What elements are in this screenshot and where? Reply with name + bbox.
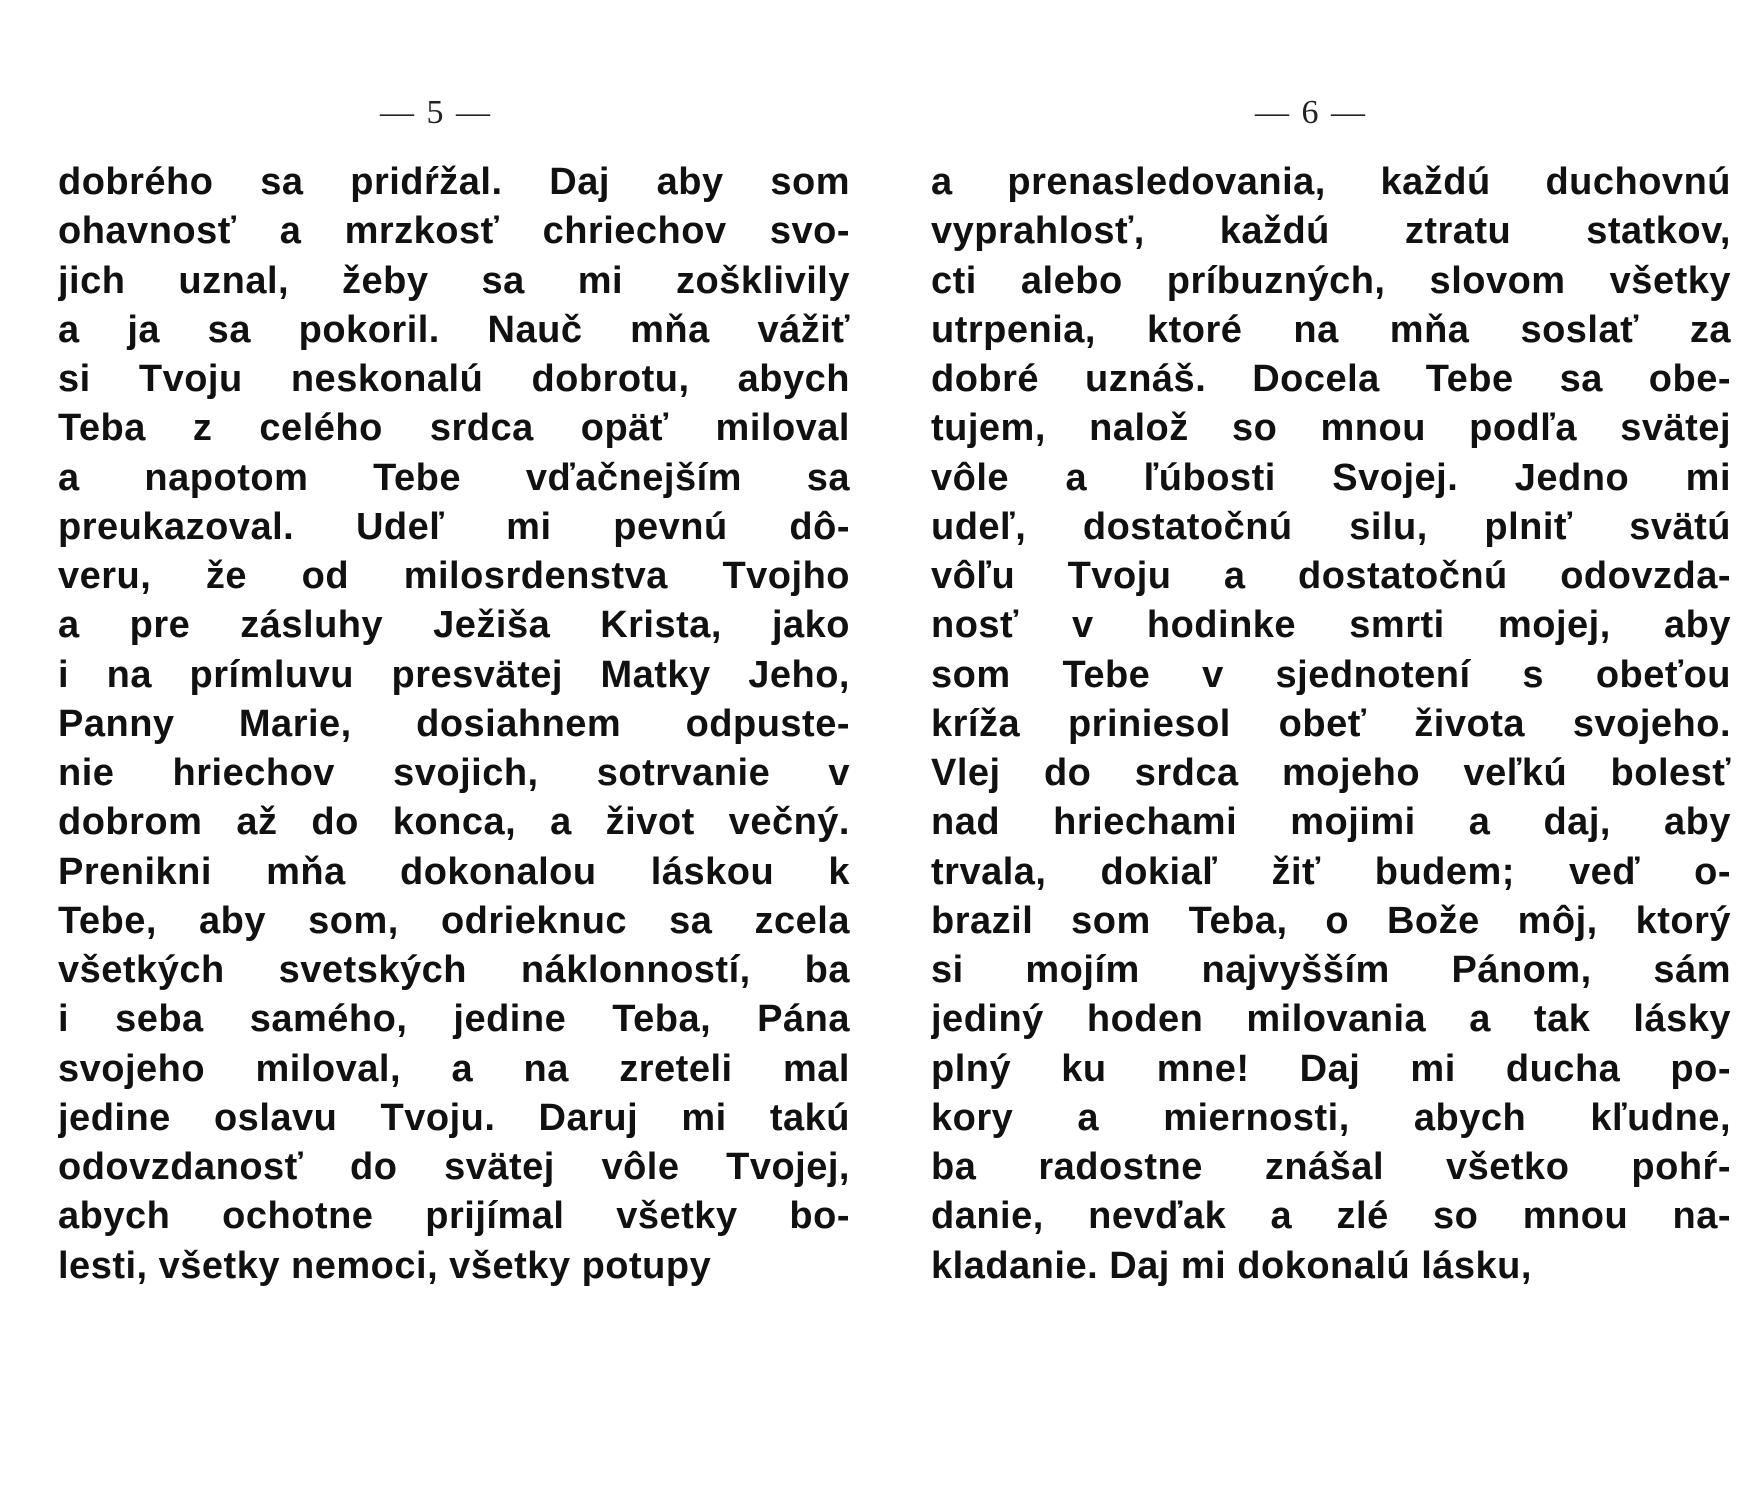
text-line: nosť v hodinke smrti mojej, aby <box>931 604 1731 647</box>
text-line: jediný hoden milovania a tak lásky <box>931 998 1731 1041</box>
text-line: dobrého sa pridŕžal. Daj aby som <box>58 161 850 203</box>
text-line: vyprahlosť, každú ztratu statkov, <box>931 210 1731 253</box>
text-line: nad hriechami mojimi a daj, aby <box>931 801 1731 844</box>
page-text <box>58 158 850 1291</box>
text-line: všetkých svetských náklonností, ba <box>58 949 850 991</box>
text-line: ba radostne znášal všetko pohŕ- <box>931 1146 1731 1188</box>
text-line: jedine oslavu Tvoju. Daruj mi takú <box>58 1096 850 1139</box>
text-line: i seba samého, jedine Teba, Pána <box>58 998 850 1041</box>
text-line: utrpenia, ktoré na mňa soslať za <box>931 308 1731 351</box>
page-text <box>931 158 1731 1291</box>
text-line: preukazoval. Udeľ mi pevnú dô- <box>58 505 850 548</box>
text-line: trvala, dokiaľ žiť budem; veď o- <box>931 850 1731 893</box>
text-line: jich uznal, žeby sa mi zošklivily <box>58 259 850 302</box>
text-line: kríža priniesol obeť života svojeho. <box>931 702 1731 745</box>
text-line: ohavnosť a mrzkosť chriechov svo- <box>58 210 850 253</box>
text-line: cti alebo príbuzných, slovom všetky <box>931 259 1731 302</box>
text-line: udeľ, dostatočnú silu, plniť svätú <box>931 505 1731 548</box>
text-line: si mojím najvyšším Pánom, sám <box>931 949 1731 991</box>
text-line: brazil som Teba, o Bože môj, ktorý <box>931 899 1731 942</box>
text-line: lesti, všetky nemoci, všetky potupy <box>58 1244 712 1287</box>
text-line: kladanie. Daj mi dokonalú lásku, <box>931 1244 1532 1287</box>
text-line: dobré uznáš. Docela Tebe sa obe- <box>931 358 1731 400</box>
page-number: — 6 — <box>1255 94 1367 131</box>
text-line: svojeho miloval, a na zreteli mal <box>58 1047 850 1090</box>
text-line: si Tvoju neskonalú dobrotu, abych <box>58 358 850 400</box>
text-line: i na prímluvu presvätej Matky Jeho, <box>58 653 850 696</box>
text-line: vôle a ľúbosti Svojej. Jedno mi <box>931 456 1731 499</box>
text-line: odovzdanosť do svätej vôle Tvojej, <box>58 1146 850 1188</box>
text-line: Panny Marie, dosiahnem odpuste- <box>58 702 850 745</box>
text-line: Vlej do srdca mojeho veľkú bolesť <box>931 752 1731 794</box>
page-number: — 5 — <box>380 94 492 131</box>
text-line: a pre zásluhy Ježiša Krista, jako <box>58 604 850 647</box>
text-line: kory a miernosti, abych kľudne, <box>931 1096 1731 1139</box>
text-line: a prenasledovania, každú duchovnú <box>931 161 1731 203</box>
text-line: dobrom až do konca, a život večný. <box>58 801 850 844</box>
text-line: nie hriechov svojich, sotrvanie v <box>58 752 850 794</box>
text-line: Prenikni mňa dokonalou láskou k <box>58 850 850 893</box>
text-line: Teba z celého srdca opäť miloval <box>58 407 850 450</box>
text-line: vôľu Tvoju a dostatočnú odovzda- <box>931 555 1731 597</box>
text-line: som Tebe v sjednotení s obeťou <box>931 653 1731 696</box>
text-line: a napotom Tebe vďačnejším sa <box>58 456 850 499</box>
text-line: plný ku mne! Daj mi ducha po- <box>931 1047 1731 1090</box>
text-line: veru, že od milosrdenstva Tvojho <box>58 555 850 597</box>
right-page <box>879 0 1758 1500</box>
text-line: abych ochotne prijímal všetky bo- <box>58 1195 850 1238</box>
text-line: Tebe, aby som, odrieknuc sa zcela <box>58 899 850 942</box>
text-line: a ja sa pokoril. Nauč mňa vážiť <box>58 308 850 351</box>
text-line: tujem, nalož so mnou podľa svätej <box>931 407 1731 450</box>
text-line: danie, nevďak a zlé so mnou na- <box>931 1195 1731 1238</box>
